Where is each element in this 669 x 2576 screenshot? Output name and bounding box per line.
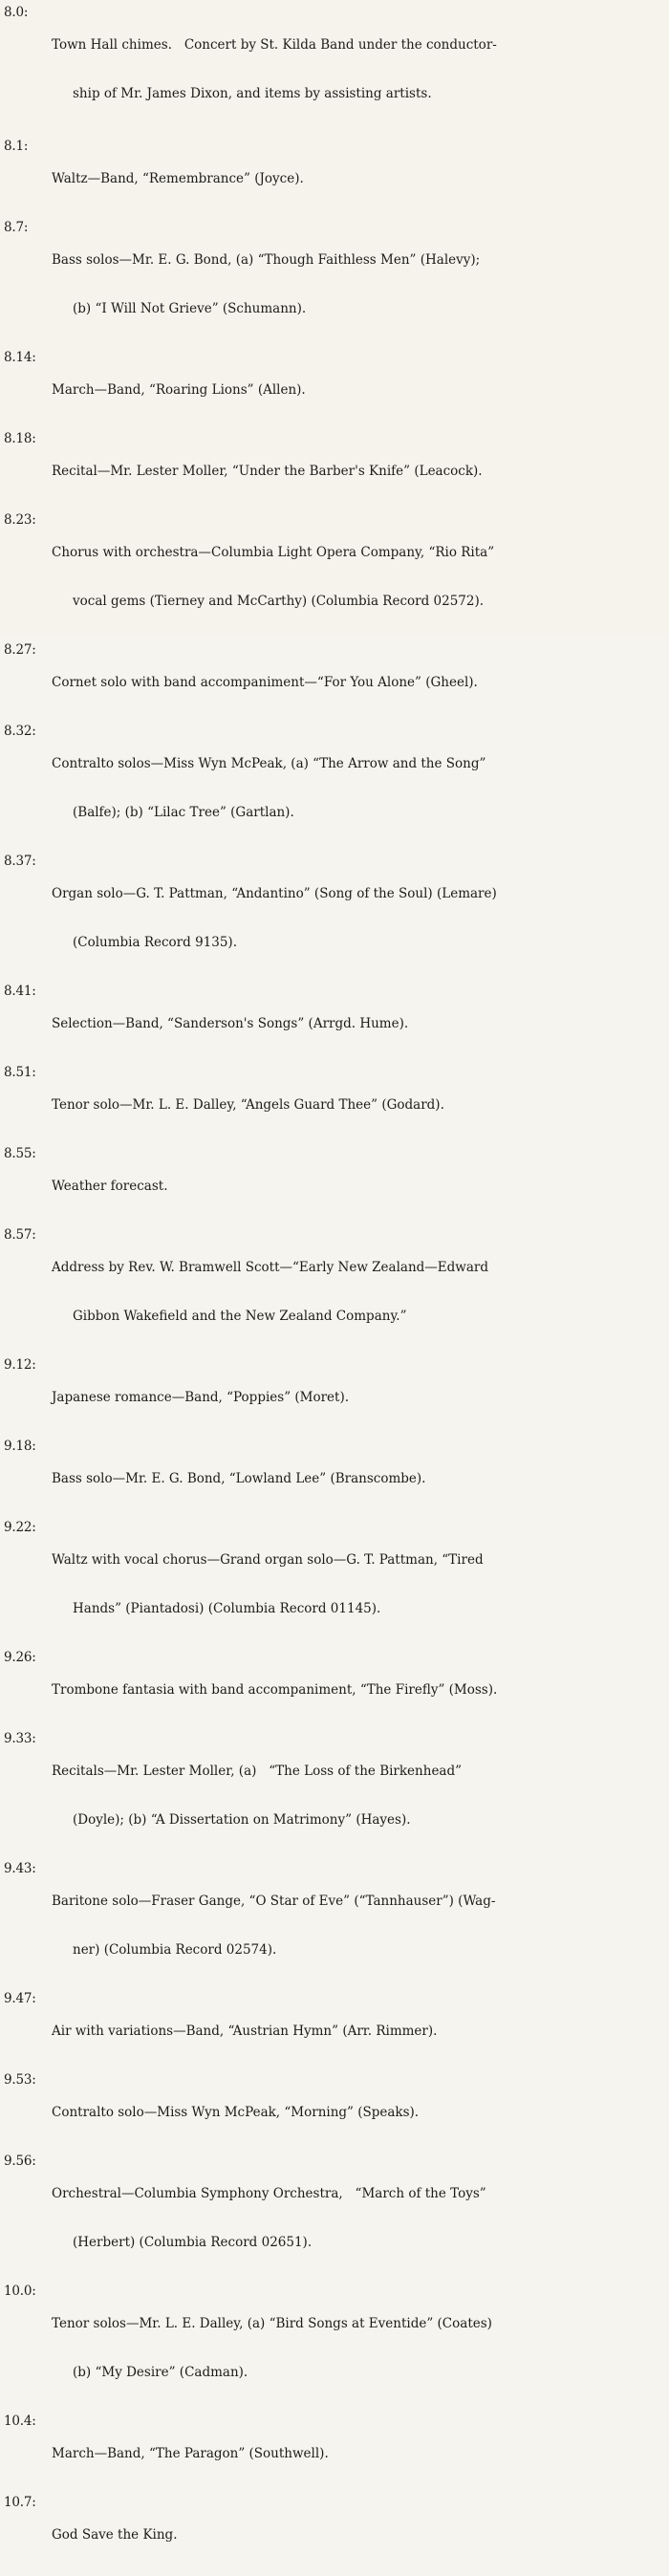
entry-time: 8.41: <box>4 984 36 999</box>
entry-text <box>52 642 665 724</box>
entry-text <box>52 350 665 431</box>
entry-line: Gibbon Wakefield and the New Zealand Company.” <box>73 1309 407 1324</box>
entry-line: Chorus with orchestra—Columbia Light Opera Company, “Rio Rita” <box>52 545 495 560</box>
entry-time: 9.26: <box>4 1650 36 1665</box>
entry-time: 8.14: <box>4 350 36 365</box>
entry-text <box>52 512 665 642</box>
programme-entry <box>4 5 665 135</box>
entry-time: 8.1: <box>4 139 29 154</box>
programme-entry <box>4 1357 665 1439</box>
entry-text <box>52 1520 665 1650</box>
programme-entry <box>4 2154 665 2284</box>
entry-line: Hands” (Piantadosi) (Columbia Record 01145). <box>73 1601 381 1616</box>
programme-entry <box>4 642 665 724</box>
entry-text <box>52 1357 665 1439</box>
entry-time: 9.47: <box>4 1991 36 2006</box>
entry-time: 9.12: <box>4 1357 36 1373</box>
entry-time: 8.18: <box>4 431 36 446</box>
entry-line: (b) “My Desire” (Cadman). <box>73 2365 248 2380</box>
entry-line: Cornet solo with band accompaniment—“For You Alone” (Gheel). <box>52 675 478 690</box>
entry-line: Tenor solos—Mr. L. E. Dalley, (a) “Bird Songs at Eventide” (Coates) <box>52 2316 492 2331</box>
entry-text <box>52 1650 665 1731</box>
programme-entry <box>4 350 665 431</box>
programme-entry <box>4 1439 665 1520</box>
entry-line: ner) (Columbia Record 02574). <box>73 1942 277 1958</box>
programme-entry <box>4 139 665 220</box>
entry-time: 8.23: <box>4 512 36 528</box>
entry-line: (b) “I Will Not Grieve” (Schumann). <box>73 301 307 316</box>
programme-entry <box>4 1650 665 1731</box>
entry-line: Address by Rev. W. Bramwell Scott—“Early New Zealand—Edward <box>52 1260 488 1275</box>
entry-line: March—Band, “The Paragon” (Southwell). <box>52 2446 329 2461</box>
entry-line: Waltz with vocal chorus—Grand organ solo—G. T. Pattman, “Tired <box>52 1552 484 1568</box>
entry-line: Air with variations—Band, “Austrian Hymn” (Arr. Rimmer). <box>52 2024 438 2039</box>
entry-text <box>52 724 665 854</box>
programme-entry <box>4 2072 665 2154</box>
entry-line: Recital—Mr. Lester Moller, “Under the Barber's Knife” (Leacock). <box>52 464 483 479</box>
entry-text <box>52 431 665 512</box>
entry-line: Orchestral—Columbia Symphony Orchestra, “March of the Toys” <box>52 2186 486 2201</box>
entry-text <box>52 1731 665 1861</box>
entry-time: 8.55: <box>4 1146 36 1161</box>
entry-line: (Balfe); (b) “Lilac Tree” (Gartlan). <box>73 805 294 820</box>
entry-line: vocal gems (Tierney and McCarthy) (Columbia Record 02572). <box>73 594 485 609</box>
entry-time: 10.0: <box>4 2284 36 2299</box>
entry-text <box>52 5 665 135</box>
programme-entry <box>4 854 665 984</box>
entry-time: 10.4: <box>4 2414 36 2429</box>
programme-entry <box>4 2414 665 2495</box>
entry-line: ship of Mr. James Dixon, and items by assisting artists. <box>73 86 432 101</box>
entry-text <box>52 1991 665 2072</box>
entry-text <box>52 984 665 1065</box>
entry-text <box>52 139 665 220</box>
entry-line: Weather forecast. <box>52 1179 168 1194</box>
entry-text <box>52 2284 665 2414</box>
programme-entry <box>4 1991 665 2072</box>
entry-text <box>52 2414 665 2495</box>
programme-entry <box>4 1065 665 1146</box>
programme-entry <box>4 2284 665 2414</box>
entry-time: 9.18: <box>4 1439 36 1454</box>
programme-entry <box>4 2495 665 2576</box>
entry-line: Trombone fantasia with band accompaniment, “The Firefly” (Moss). <box>52 1682 498 1698</box>
entry-line: Bass solos—Mr. E. G. Bond, (a) “Though Faithless Men” (Halevy); <box>52 252 481 268</box>
entry-line: God Save the King. <box>52 2527 178 2543</box>
entry-line: Contralto solos—Miss Wyn McPeak, (a) “The Arrow and the Song” <box>52 756 486 771</box>
entry-line: Contralto solo—Miss Wyn McPeak, “Morning” (Speaks). <box>52 2105 420 2120</box>
entry-line: Town Hall chimes. Concert by St. Kilda Band under the conductor- <box>52 37 497 53</box>
entry-time: 8.37: <box>4 854 36 869</box>
entry-text <box>52 2154 665 2284</box>
entry-time: 9.22: <box>4 1520 36 1535</box>
entry-text <box>52 1146 665 1227</box>
programme-entry <box>4 1731 665 1861</box>
entry-line: Organ solo—G. T. Pattman, “Andantino” (Song of the Soul) (Lemare) <box>52 886 497 901</box>
entry-time: 8.57: <box>4 1227 36 1243</box>
entry-time: 9.43: <box>4 1861 36 1876</box>
programme-entry <box>4 220 665 350</box>
entry-time: 8.32: <box>4 724 36 739</box>
entry-line: March—Band, “Roaring Lions” (Allen). <box>52 382 306 398</box>
programme-entry <box>4 431 665 512</box>
entry-text <box>52 2072 665 2154</box>
programme-entry <box>4 1861 665 1991</box>
programme-entry <box>4 724 665 854</box>
entry-time: 8.51: <box>4 1065 36 1080</box>
entry-text <box>52 1065 665 1146</box>
entry-time: 9.53: <box>4 2072 36 2088</box>
entry-text <box>52 854 665 984</box>
entry-time: 8.27: <box>4 642 36 658</box>
entry-line: Tenor solo—Mr. L. E. Dalley, “Angels Guard Thee” (Godard). <box>52 1097 444 1113</box>
programme-entry <box>4 1227 665 1357</box>
programme-list <box>4 5 665 2576</box>
entry-time: 9.33: <box>4 1731 36 1746</box>
entry-line: Baritone solo—Fraser Gange, “O Star of Eve” (“Tannhauser”) (Wag- <box>52 1894 496 1909</box>
entry-text <box>52 1227 665 1357</box>
programme-entry <box>4 984 665 1065</box>
entry-time: 10.7: <box>4 2495 36 2510</box>
entry-line: Bass solo—Mr. E. G. Bond, “Lowland Lee” (Branscombe). <box>52 1471 426 1486</box>
entry-time: 8.7: <box>4 220 29 235</box>
programme-entry <box>4 1146 665 1227</box>
entry-text <box>52 220 665 350</box>
programme-entry <box>4 1520 665 1650</box>
entry-line: (Herbert) (Columbia Record 02651). <box>73 2235 313 2250</box>
entry-line: (Columbia Record 9135). <box>73 935 237 950</box>
entry-line: Recitals—Mr. Lester Moller, (a) “The Loss of the Birkenhead” <box>52 1764 463 1779</box>
entry-line: Selection—Band, “Sanderson's Songs” (Arrgd. Hume). <box>52 1016 409 1031</box>
entry-line: (Doyle); (b) “A Dissertation on Matrimony” (Hayes). <box>73 1812 411 1828</box>
entry-time: 8.0: <box>4 5 29 20</box>
entry-text <box>52 2495 665 2576</box>
entry-text <box>52 1861 665 1991</box>
entry-time: 9.56: <box>4 2154 36 2169</box>
entry-line: Waltz—Band, “Remembrance” (Joyce). <box>52 171 304 186</box>
entry-line: Japanese romance—Band, “Poppies” (Moret). <box>52 1390 350 1405</box>
entry-text <box>52 1439 665 1520</box>
programme-entry <box>4 512 665 642</box>
